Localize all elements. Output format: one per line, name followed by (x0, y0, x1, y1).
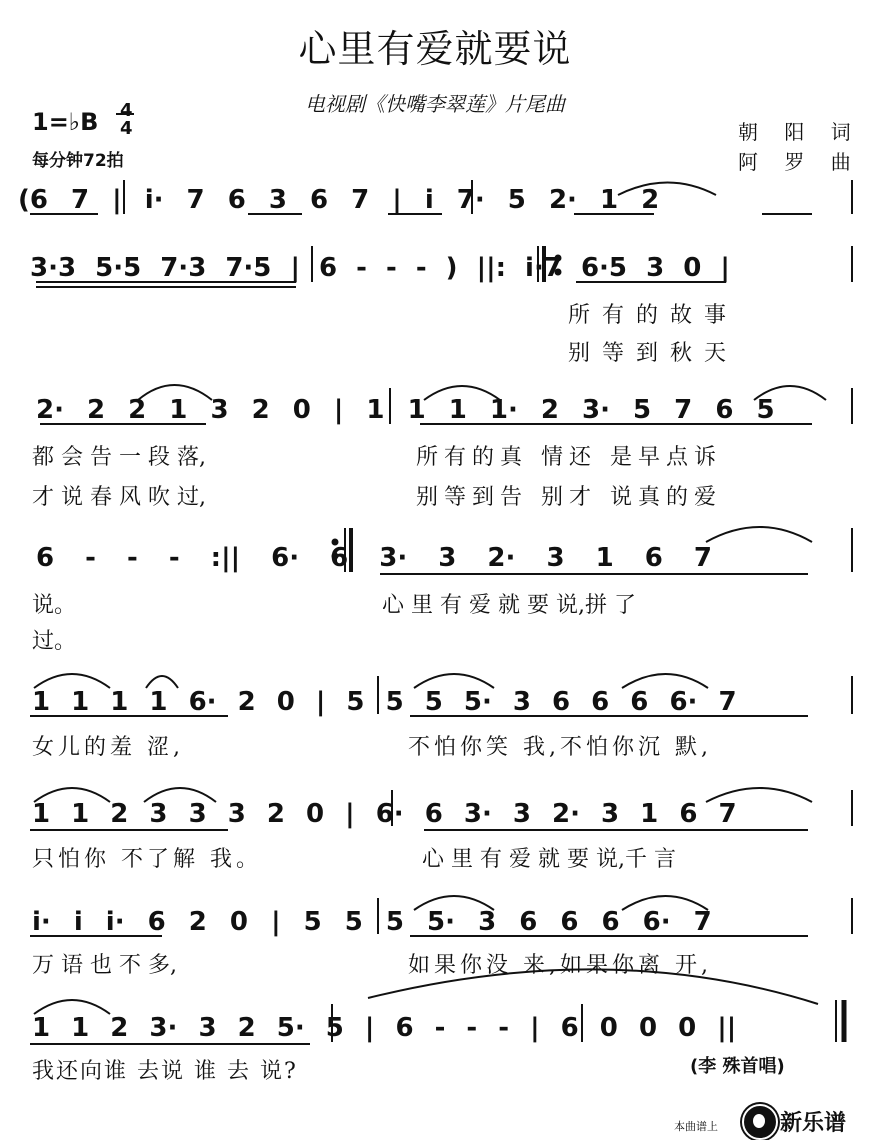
score-line-8: 1 1 2 3· 3 2 5· 5 | 6 - - - | 6 0 0 0 || (32, 1013, 737, 1043)
score-line-3: 2· 2 2 1 3 2 0 | 1 1 1 1· 2 3· 5 7 6 5 (36, 395, 775, 425)
tempo-marking: 每分钟72拍 (32, 151, 124, 171)
lyric-verse2-line1: 别等到秋天 (568, 341, 739, 366)
lyric-chorus-line2b: 不怕你笑 我,不怕你沉 默, (408, 735, 712, 760)
lyric-chorus-line3b: 心 里 有 爱 就 要 说,千 言 (422, 847, 676, 872)
footer-note: 本曲谱上 (674, 1120, 718, 1133)
lyric-chorus-line3a: 只怕你 不了解 我。 (32, 847, 262, 872)
score-line-7: i· i i· 6 2 0 | 5 5 5 5· 3 6 6 6 6· 7 (32, 907, 712, 937)
lyric-chorus-line2a: 女儿的羞 涩, (32, 735, 184, 760)
lyric-chorus-line4a: 万 语 也 不 多, (32, 953, 177, 978)
time-signature-bottom: 4 (120, 118, 133, 139)
lyric-verse1-line2a: 都 会 告 一 段 落, (32, 445, 206, 470)
key-signature: 1=♭B (32, 108, 99, 136)
lyricist-credit: 朝 阳 词 (738, 120, 861, 144)
lyric-verse2-line2b: 别等到告 别才 说真的爱 (416, 485, 722, 510)
score-line-5: 1 1 1 1 6· 2 0 | 5 5 5 5· 3 6 6 6 6· 7 (32, 687, 737, 717)
song-subtitle: 电视剧《快嘴李翠莲》片尾曲 (305, 92, 565, 116)
performer-credit: (李 殊首唱) (690, 1056, 785, 1077)
lyric-verse1-line3a: 说。 (32, 593, 77, 618)
lyric-verse2-line2a: 才 说 春 风 吹 过, (32, 485, 206, 510)
lyric-chorus-line5: 我还向谁 去说 谁 去 说? (32, 1059, 298, 1084)
footer-brand: 新乐谱 (780, 1111, 847, 1136)
score-line-4: 6 - - - :|| 6· 6 3· 3 2· 3 1 6 7 (36, 543, 712, 573)
logo-icon (742, 1104, 778, 1140)
time-signature-top: 4 (120, 100, 133, 121)
score-line-1: (6 7 | i· 7 6 3 6 7 | i 7· 5 2· 1 2 (18, 185, 660, 215)
lyric-chorus-line1: 心 里 有 爱 就 要 说,拼 了 (382, 593, 636, 618)
song-title: 心里有爱就要说 (298, 27, 572, 71)
lyric-verse1-line1: 所有的故事 (568, 303, 739, 328)
lyric-verse2-line3a: 过。 (32, 629, 77, 654)
lyric-verse1-line2b: 所有的真 情还 是早点诉 (416, 445, 722, 470)
composer-credit: 阿 罗 曲 (738, 150, 861, 174)
lyric-chorus-line4b: 如果你没 来,如果你离 开, (408, 953, 712, 978)
score-line-6: 1 1 2 3 3 3 2 0 | 6· 6 3· 3 2· 3 1 6 7 (32, 799, 737, 829)
score-line-2: 3·3 5·5 7·3 7·5 | 6 - - - ) ||: i·7 6·5 3 0 | (30, 253, 730, 283)
